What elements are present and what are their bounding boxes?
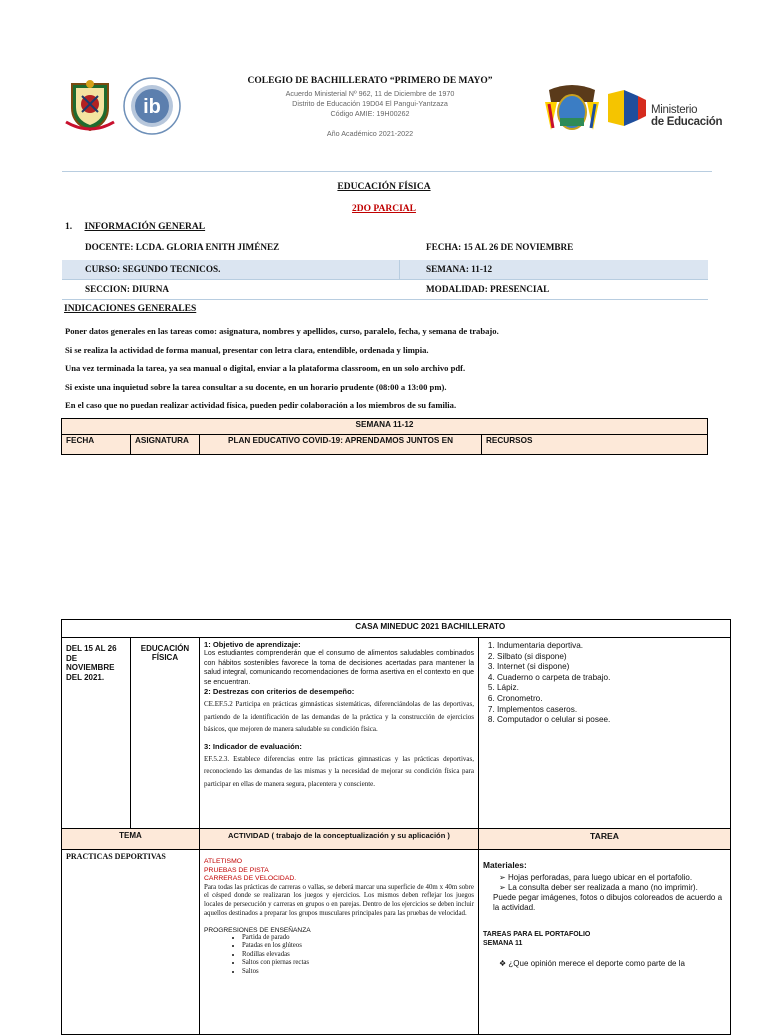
section-number: 1. <box>65 222 73 232</box>
header-recursos: RECURSOS <box>482 435 708 455</box>
question-line: ❖ ¿Que opinión merece el deporte como parte de la <box>499 959 685 968</box>
week-table <box>61 418 708 455</box>
activity-red-2: PRUEBAS DE PISTA <box>204 866 269 874</box>
activity-red-1: ATLETISMO <box>204 858 243 865</box>
resource-item: 2. Silbato (si dispone) <box>497 652 726 663</box>
portfolio-heading: TAREAS PARA EL PORTAFOLIO <box>483 931 591 938</box>
indication-line-3: Una vez terminada la tarea, ya sea manual o digital, enviar a la plataforma classroom, en un solo archivo pdf. <box>65 363 466 373</box>
resource-item: 3. Internet (si dispone) <box>497 662 726 673</box>
svg-text:ib: ib <box>143 96 161 118</box>
week-title: SEMANA 11-12 <box>62 419 708 435</box>
progressions-heading: PROGRESIONES DE ENSEÑANZA <box>204 926 311 934</box>
plan-subject: EDUCACIÓN FÍSICA <box>131 638 200 829</box>
resources-list <box>483 641 726 726</box>
diamond-bullet-icon: ❖ <box>499 959 509 968</box>
general-info-heading <box>65 222 205 232</box>
arrow-icon: ➢ <box>499 883 508 892</box>
col-tema: TEMA <box>62 829 200 850</box>
indication-line-4: Si existe una inquietud sobre la tarea consultar a su docente, en un horario prudente (08:00 a 13:00 pm). <box>65 382 447 392</box>
subject-title: EDUCACIÓN FÍSICA <box>337 182 431 192</box>
material-item: ➢ La consulta deber ser realizada a mano (no imprimir). <box>499 883 698 892</box>
ministry-line-1: Ministerio <box>651 104 698 116</box>
skills-text: CE.EF.5.2 Participa en prácticas gimnásticas sistemáticas, diferenciándolas de las deportivas, partiendo de la identificación de las demandas de la práctica y la construcción de ejercicios básicos, que mejoren de manera saludable su condición física. <box>204 700 474 733</box>
materials-heading: Materiales: <box>483 860 527 870</box>
progression-item: • Partida de parado <box>242 934 474 943</box>
seccion-value: SECCION: DIURNA <box>85 284 169 294</box>
activity-red-3: CARRERAS DE VELOCIDAD. <box>204 875 297 883</box>
tema-value: PRACTICAS DEPORTIVAS <box>62 850 200 1035</box>
plan-table-title: CASA MINEDUC 2021 BACHILLERATO <box>131 620 731 638</box>
plan-objectives <box>200 638 479 829</box>
progression-item: • Saltos con piernas rectas <box>242 959 474 968</box>
resource-item: 6. Cronometro. <box>497 694 726 705</box>
activity-cell <box>200 850 479 1035</box>
resource-item: 5. Lápiz. <box>497 683 726 694</box>
arrow-icon: ➢ <box>499 873 508 882</box>
header-fecha: FECHA <box>62 435 131 455</box>
header-asignatura: ASIGNATURA <box>131 435 200 455</box>
resource-item: 7. Implementos caseros. <box>497 705 726 716</box>
resource-item: 4. Cuaderno o carpeta de trabajo. <box>497 673 726 684</box>
col-actividad: ACTIVIDAD ( trabajo de la conceptualización y su aplicación ) <box>200 829 479 850</box>
info-row-curso <box>62 260 708 280</box>
amie-code: Código AMIE: 19H00262 <box>330 109 410 118</box>
indication-line-5: En el caso que no puedan realizar actividad física, pueden pedir colaboración a los miembros de su familia. <box>65 400 457 410</box>
school-crest-icon <box>62 78 118 134</box>
indicator-heading: 3: Indicador de evaluación: <box>204 741 302 751</box>
curso-value: CURSO: SEGUNDO TECNICOS. <box>85 264 221 274</box>
indications-heading: INDICACIONES GENERALES <box>64 304 197 314</box>
progressions-list <box>204 934 474 977</box>
progression-item: • Patadas en los glúteos <box>242 942 474 951</box>
info-row-docente <box>62 238 708 257</box>
header-divider <box>62 171 712 172</box>
week-label: SEMANA 11 <box>483 940 523 947</box>
skills-heading: 2: Destrezas con criterios de desempeño: <box>204 687 355 696</box>
school-name: COLEGIO DE BACHILLERATO “PRIMERO DE MAYO” <box>247 76 493 86</box>
plan-table <box>61 619 731 1035</box>
section-heading: INFORMACIÓN GENERAL <box>84 222 206 232</box>
agreement-line: Acuerdo Ministerial Nº 962, 11 de Diciembre de 1970 <box>285 89 455 98</box>
task-cell <box>479 850 731 1035</box>
plan-resources <box>479 638 731 829</box>
progression-item: • Saltos <box>242 968 474 977</box>
progression-item: • Rodillas elevadas <box>242 951 474 960</box>
resource-item: 8. Computador o celular si posee. <box>497 715 726 726</box>
objective-heading: 1: Objetivo de aprendizaje: <box>204 640 301 649</box>
materials-note: Puede pegar imágenes, fotos o dibujos coloreados de acuerdo a la actividad. <box>493 893 723 912</box>
ministry-flag-logo-icon <box>606 90 648 126</box>
semana-value: SEMANA: 11-12 <box>426 264 493 274</box>
ecuador-coat-of-arms-icon <box>543 82 601 134</box>
indicator-text: EF.5.2.3. Establece diferencias entre las prácticas gimnasticas y las prácticas deportivas, reconociendo las demandas de las mismas y la necesidad de mejorar su condición física para participar en ellas de manera segura, placentera y consciente. <box>204 754 474 788</box>
modalidad-value: MODALIDAD: PRESENCIAL <box>426 284 550 294</box>
academic-year: Año Académico 2021-2022 <box>326 129 414 138</box>
objective-text: Los estudiantes comprenderán que el consumo de alimentos saludables combinados con hábitos sostenibles favorece la toma de decisiones acertadas para mantener la salud integral, comunicando recomendaciones de forma asertiva en el contexto en que se encuentran. <box>204 650 474 686</box>
header-plan: PLAN EDUCATIVO COVID-19: APRENDAMOS JUNTOS EN <box>200 435 482 455</box>
term-title: 2DO PARCIAL <box>352 204 416 214</box>
material-item: ➢ Hojas perforadas, para luego ubicar en el portafolio. <box>499 873 693 882</box>
ib-logo-icon <box>122 76 182 136</box>
ministry-line-2: de Educación <box>651 116 723 128</box>
docente-value: DOCENTE: LCDA. GLORIA ENITH JIMÉNEZ <box>85 242 280 252</box>
indication-line-1: Poner datos generales en las tareas como: asignatura, nombres y apellidos, curso, paralelo, fecha, y semana de trabajo. <box>65 326 499 336</box>
indication-line-2: Si se realiza la actividad de forma manual, presentar con letra clara, entendible, ordenada y limpia. <box>65 345 429 355</box>
ministry-name <box>651 104 722 128</box>
plan-date: DEL 15 AL 26 DE NOVIEMBRE DEL 2021. <box>62 638 131 829</box>
fecha-value: FECHA: 15 AL 26 DE NOVIEMBRE <box>426 242 574 252</box>
resource-item: 1. Indumentaria deportiva. <box>497 641 726 652</box>
col-tarea: TAREA <box>479 829 731 850</box>
activity-text: Para todas las prácticas de carreras o vallas, se deberá marcar una superficie de 40m x 40m sobre el césped donde se realizaran los juegos y ejercicios. Los mismos deben reflejar los juegos locales de persecución y carreras en grupos o en parejas. Dentro de los ejercicios se deben incluir aquellos destinados a preparar los grupos musculares principales para las pruebas de velocidad. <box>204 883 474 917</box>
info-row-seccion <box>62 280 708 300</box>
school-header <box>190 76 550 138</box>
district-line: Distrito de Educación 19D04 El Pangui-Yantzaza <box>292 99 448 108</box>
